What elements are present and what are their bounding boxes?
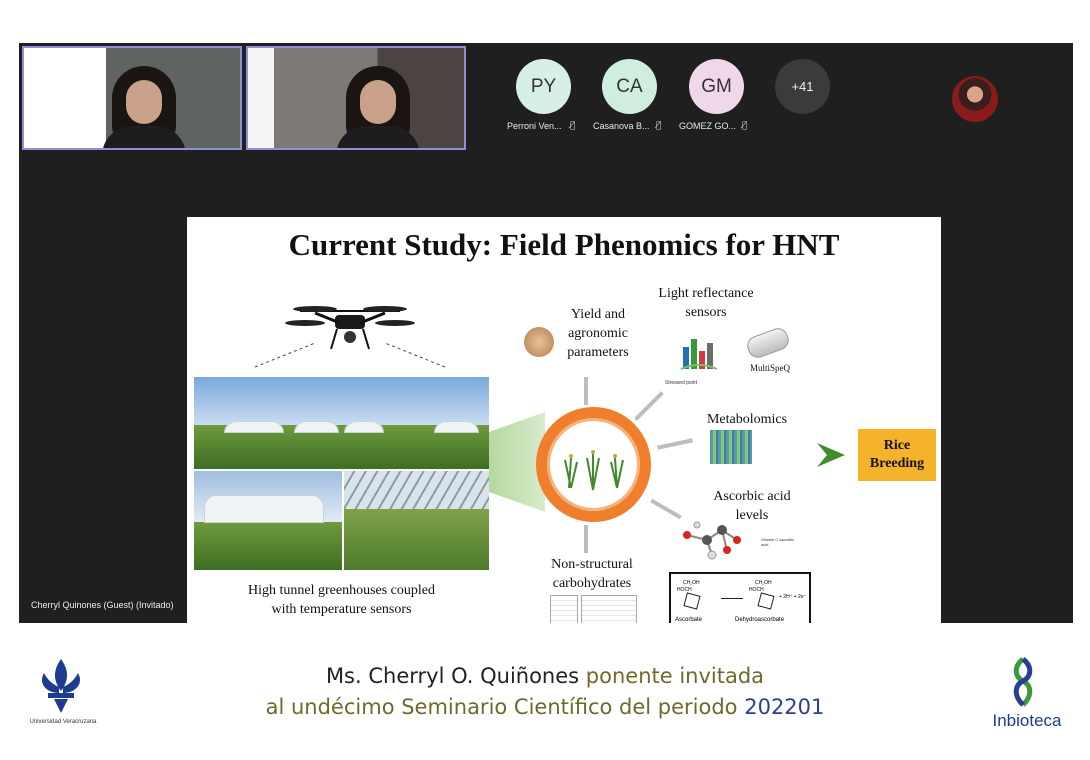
tunnel-interior-photo — [344, 471, 489, 570]
carbohydrates-label: Non-structural carbohydrates — [551, 557, 633, 591]
avatar[interactable]: GM — [689, 59, 744, 114]
avatar[interactable]: CA — [602, 59, 657, 114]
participant-name: GOMEZ GO... — [679, 121, 737, 131]
ch2oh-label: CH₂OH — [683, 580, 700, 586]
ch2oh-label: CH₂OH — [755, 580, 772, 586]
footer-line-2 — [0, 695, 1090, 719]
avatar[interactable]: PY — [516, 59, 571, 114]
dehydroascorbate-label: Dehydroascorbate — [735, 617, 785, 623]
grain-icon — [524, 327, 554, 357]
meeting-window — [19, 43, 1073, 623]
video-tile-1[interactable] — [22, 46, 242, 150]
video-tile-2[interactable] — [246, 46, 466, 150]
ring-icon — [683, 592, 700, 609]
ascorbic-acid-label: Ascorbic acid levels — [713, 489, 791, 523]
reaction-box — [669, 572, 811, 627]
participant-name: Casanova B... — [593, 121, 650, 131]
mic-off-icon: 🎙̸ — [570, 121, 576, 131]
greenhouse-photo — [194, 471, 342, 570]
seminar-text: al undécimo Seminario Científico del periodo — [265, 695, 738, 719]
reflectance-chart-icon — [679, 333, 719, 373]
reaction-products: + 2H⁺ + 2e⁻ — [779, 594, 807, 600]
connector — [584, 377, 588, 405]
connector — [584, 525, 588, 553]
footer-line-1 — [0, 664, 1090, 688]
mic-off-icon: 🎙̸ — [742, 121, 748, 131]
mic-off-icon: 🎙̸ — [656, 121, 662, 131]
inbioteca-logo-text: Inbioteca — [992, 711, 1062, 730]
heatmap-icon — [710, 430, 752, 464]
multispeq-label: MultiSpeQ — [749, 363, 790, 373]
self-view-avatar[interactable] — [952, 76, 998, 122]
participant-video — [98, 58, 190, 150]
rice-plant-circle — [536, 407, 651, 522]
inbioteca-logo — [1003, 655, 1043, 709]
more-participants-button[interactable]: +41 — [775, 59, 830, 114]
hoch-label: HOCH — [677, 587, 692, 593]
ascorbate-label: Ascorbate — [675, 617, 703, 623]
speaker-name: Ms. Cherryl O. Quiñones — [325, 664, 580, 688]
drone-icon — [245, 299, 455, 373]
connector — [657, 438, 693, 449]
presenter-label: Cherryl Quinones (Guest) (Invitado) — [31, 600, 174, 610]
rice-breeding-box: Rice Breeding — [858, 429, 936, 481]
metabolomics-label: Metabolomics — [706, 412, 788, 427]
greenhouse-caption: High tunnel greenhouses coupled with temperature sensors — [247, 583, 435, 617]
yield-label: Yield and agronomic parameters — [567, 307, 629, 360]
shared-slide — [187, 217, 941, 641]
hoch-label: HOCH — [749, 587, 764, 593]
equilibrium-arrow — [721, 598, 743, 599]
stressed-point-label: Stressed point — [665, 380, 697, 386]
rice-plant-icon — [547, 418, 640, 511]
molecule-icon — [677, 515, 747, 565]
vitamin-c-label: Vitamin C ascorbic acid — [761, 537, 795, 547]
field-photo — [194, 377, 489, 469]
multispeq-device-icon — [745, 325, 792, 360]
footer — [0, 623, 1090, 760]
participant-name: Perroni Ven... — [507, 121, 562, 131]
participant-video — [332, 58, 424, 150]
uv-logo-text: Universidad Veracruzana — [29, 719, 97, 725]
connector — [634, 391, 664, 421]
period: 202201 — [744, 695, 825, 719]
slide-title: Current Study: Field Phenomics for HNT — [288, 227, 840, 262]
ring-icon — [757, 592, 774, 609]
speaker-role: ponente invitada — [585, 664, 765, 688]
light-sensor-label: Light reflectance sensors — [658, 286, 754, 320]
